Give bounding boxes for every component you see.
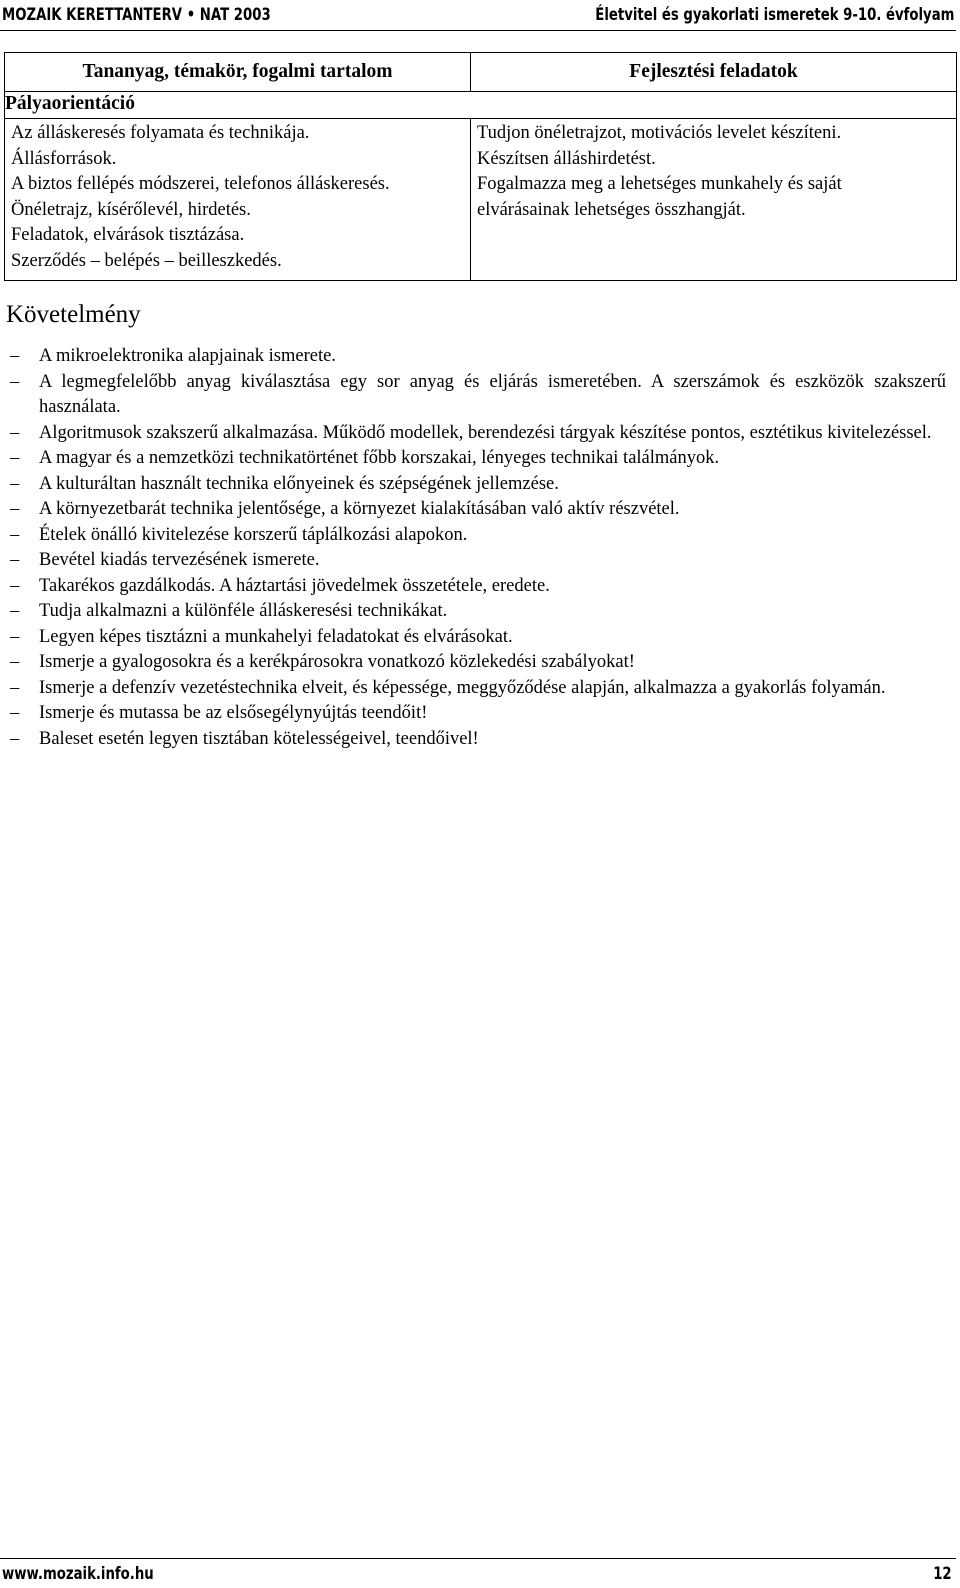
requirement-item <box>10 472 946 498</box>
header-subject-title: Életvitel és gyakorlati ismeretek 9-10. évfolyam <box>594 5 954 25</box>
page-number: 12 <box>933 1564 952 1584</box>
list-dash: – <box>10 422 20 443</box>
page-header <box>0 0 956 31</box>
requirement-item <box>10 676 946 702</box>
list-dash: – <box>10 524 20 545</box>
list-dash: – <box>10 473 20 494</box>
list-dash: – <box>10 601 20 621</box>
list-dash: – <box>10 550 20 570</box>
list-dash: – <box>10 677 20 698</box>
requirement-text: Tudja alkalmazni a különféle álláskeresési technikákat. <box>39 601 448 621</box>
topic-line: Feladatok, elvárások tisztázása. <box>11 225 245 245</box>
topic-content-cell <box>5 119 471 281</box>
requirement-item <box>10 446 946 472</box>
task-line: Tudjon önéletrajzot, motivációs levelet készíteni. <box>477 123 842 143</box>
requirement-text: A mikroelektronika alapjainak ismerete. <box>39 346 336 366</box>
requirement-item <box>10 701 946 727</box>
requirement-text: Ismerje a gyalogosokra és a kerékpárosokra vonatkozó közlekedési szabályokat! <box>39 652 635 672</box>
page-footer <box>0 1558 956 1587</box>
requirement-text: Ételek önálló kivitelezése korszerű táplálkozási alapokon. <box>39 524 468 545</box>
requirement-text: A legmegfelelőbb anyag kiválasztása egy sor anyag és eljárás ismeretében. A szerszámok és eszközök szakszerű használata. <box>39 371 946 417</box>
requirement-item <box>10 370 946 421</box>
topic-line: Szerződés – belépés – beilleszkedés. <box>11 250 282 271</box>
requirement-text: A kulturáltan használt technika előnyeinek és szépségének jellemzése. <box>39 473 559 494</box>
list-dash: – <box>10 652 20 672</box>
requirements-title: Követelmény <box>6 301 141 328</box>
list-dash: – <box>10 371 20 392</box>
requirement-text: Takarékos gazdálkodás. A háztartási jövedelmek összetétele, eredete. <box>39 575 550 596</box>
requirement-text: Baleset esetén legyen tisztában kötelességeivel, teendőivel! <box>39 728 479 749</box>
topic-line: A biztos fellépés módszerei, telefonos álláskeresés. <box>11 174 390 194</box>
requirement-item <box>10 650 946 676</box>
requirement-text: Ismerje a defenzív vezetéstechnika elveit, és képessége, meggyőződése alapján, alkalmazza a gyakorlás folyamán. <box>39 677 886 698</box>
requirements-list <box>10 344 946 752</box>
requirement-item <box>10 599 946 625</box>
requirement-item <box>10 727 946 753</box>
col1-header: Tananyag, témakör, fogalmi tartalom <box>5 53 471 92</box>
list-dash: – <box>10 703 20 723</box>
requirement-item <box>10 523 946 549</box>
requirement-text: Legyen képes tisztázni a munkahelyi feladatokat és elvárásokat. <box>39 626 513 647</box>
topic-line: Az álláskeresés folyamata és technikája. <box>11 123 310 143</box>
task-line: elvárásainak lehetséges összhangját. <box>477 199 746 220</box>
requirement-item <box>10 344 946 370</box>
requirement-item <box>10 548 946 574</box>
list-dash: – <box>10 575 20 596</box>
list-dash: – <box>10 448 20 468</box>
footer-website: www.mozaik.info.hu <box>2 1564 154 1584</box>
task-line: Készítsen álláshirdetést. <box>477 148 656 169</box>
col2-header: Fejlesztési feladatok <box>471 53 957 92</box>
section-title: Pályaorientáció <box>5 92 957 119</box>
topic-line: Önéletrajz, kísérőlevél, hirdetés. <box>11 199 251 220</box>
requirement-item <box>10 421 946 447</box>
requirement-text: Ismerje és mutassa be az elsősegélynyújtás teendőit! <box>39 703 428 723</box>
curriculum-table <box>4 52 957 281</box>
requirement-text: Algoritmusok szakszerű alkalmazása. Működő modellek, berendezési tárgyak készítése pontos, esztétikus kivitelezéssel. <box>39 422 932 443</box>
list-dash: – <box>10 499 20 519</box>
requirement-text: A környezetbarát technika jelentősége, a környezet kialakításában való aktív részvétel. <box>39 499 680 519</box>
task-line: Fogalmazza meg a lehetséges munkahely és saját <box>477 174 842 194</box>
development-tasks-cell <box>471 119 957 281</box>
list-dash: – <box>10 728 20 749</box>
requirement-text: A magyar és a nemzetközi technikatörténet főbb korszakai, lényeges technikai találmányok. <box>39 448 720 468</box>
list-dash: – <box>10 626 20 647</box>
requirement-item <box>10 497 946 523</box>
header-series-title: MOZAIK KERETTANTERV • NAT 2003 <box>2 5 271 25</box>
list-dash: – <box>10 346 20 366</box>
topic-line: Állásforrások. <box>11 148 117 169</box>
requirement-item <box>10 574 946 600</box>
requirement-item <box>10 625 946 651</box>
requirement-text: Bevétel kiadás tervezésének ismerete. <box>39 550 320 570</box>
